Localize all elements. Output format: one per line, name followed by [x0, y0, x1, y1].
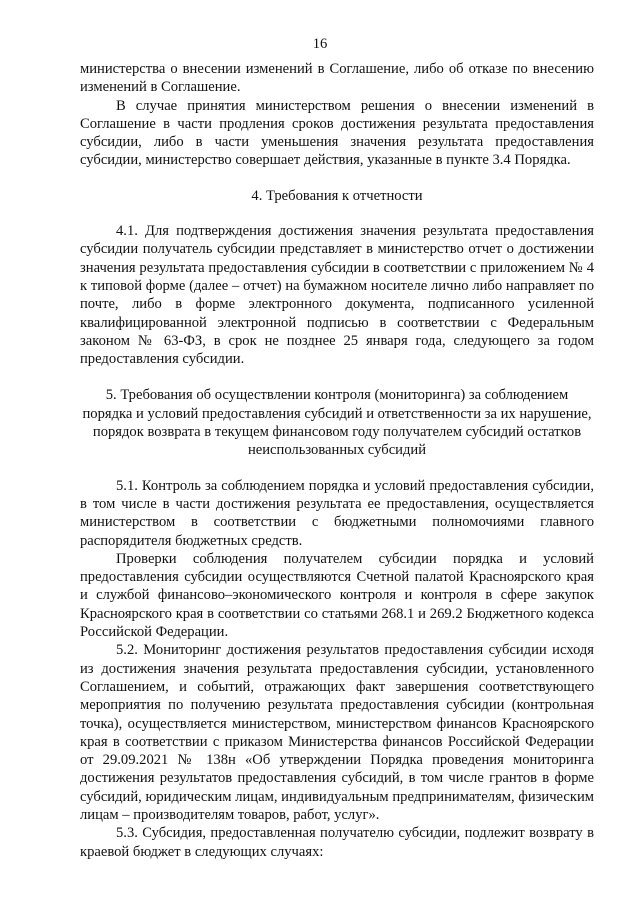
paragraph-5-2: 5.2. Мониторинг достижения результатов предоставления субсидии исходя из достижения значения результата предоставления субсидии, установленного Соглашением, и событий, отражающих факт завершения соответствующего мероприятия по получению результата предоставления субсидии (контрольная точка), осуществляется министерством, министерством финансов Красноярского края в соответствии с приказом Министерства финансов Российской Федерации от 29.09.2021 № 138н «Об утверждении Порядка проведения мониторинга достижения результатов предоставления субсидий, в том числе грантов в форме субсидий, юридическим лицам, индивидуальным предпринимателям, физическим лицам – производителям товаров, работ, услуг». — [80, 642, 594, 823]
page-number: 16 — [312, 36, 328, 52]
document-body — [80, 60, 594, 861]
paragraph-continuation: министерства о внесении изменений в Соглашение, либо об отказе по внесению изменений в Соглашение. — [80, 61, 594, 96]
section-heading-4: 4. Требования к отчетности — [251, 187, 423, 204]
paragraph-amendment-decision: В случае принятия министерством решения о внесении изменений в Соглашение в части продления сроков достижения результата предоставления субсидии, либо в части уменьшения значения результата предоставления субсидии, министерство совершает действия, указанные в пункте 3.4 Порядка. — [80, 97, 594, 169]
paragraph-5-1: 5.1. Контроль за соблюдением порядка и условий предоставления субсидии, в том числе в части достижения результата ее предоставления, осуществляется министерством в соответствии с бюджетными полномочиями главного распорядителя бюджетных средств. — [80, 477, 594, 549]
paragraph-5-3: 5.3. Субсидия, предоставленная получателю субсидии, подлежит возврату в краевой бюджет в следующих случаях: — [80, 825, 594, 860]
paragraph-inspections: Проверки соблюдения получателем субсидии порядка и условий предоставления субсидии осуществляются Счетной палатой Красноярского края и службой финансово–экономического контроля и контроля в сфере закупок Красноярского края в соответствии со статьями 268.1 и 269.2 Бюджетного кодекса Российской Федерации. — [80, 550, 594, 641]
paragraph-4-1: 4.1. Для подтверждения достижения значения результата предоставления субсидии получатель субсидии представляет в министерство отчет о достижении значения результата предоставления субсидии в соответствии с приложением № 4 к типовой форме (далее – отчет) на бумажном носителе лично либо направляет по почте, либо в форме электронного документа, подписанного усиленной квалифицированной электронной подписью в соответствии с Федеральным законом № 63-ФЗ, в срок не позднее 25 января года, следующего за годом предоставления субсидии. — [80, 223, 594, 368]
section-heading-5: 5. Требования об осуществлении контроля (мониторинга) за соблюдением порядка и условий предоставления субсидий и ответственности за их нарушение, порядок возврата в текущем финансовом году получателем субсидий остатков неиспользованных субсидий — [82, 387, 592, 459]
